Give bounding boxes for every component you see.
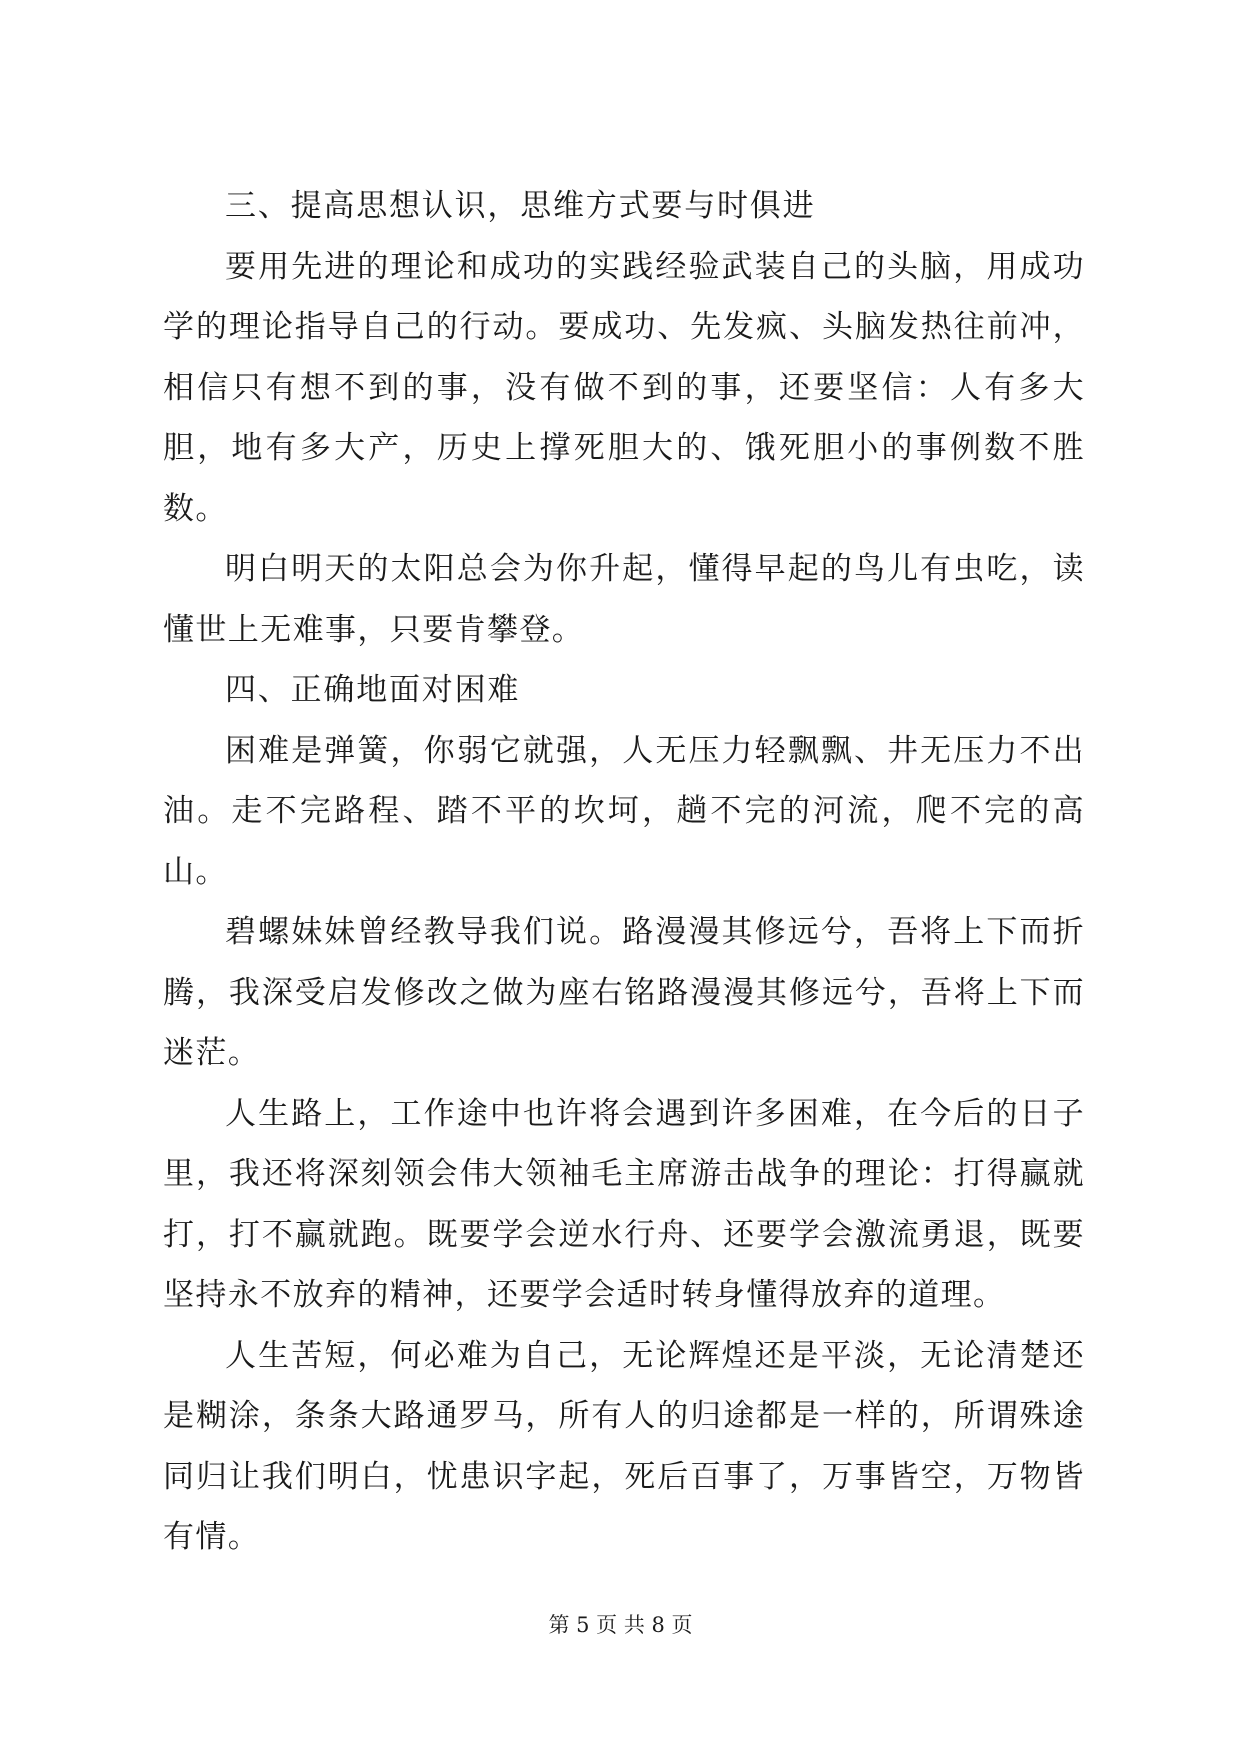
paragraph: 要用先进的理论和成功的实践经验武装自己的头脑，用成功学的理论指导自己的行动。要成功、先发疯、头脑发热往前冲，相信只有想不到的事，没有做不到的事，还要坚信：人有多大胆，地有多大产，历史上撑死胆大的、饿死胆小的事例数不胜数。 (163, 248, 1085, 527)
document-body (163, 176, 1085, 1568)
page-number-footer: 第 5 页 共 8 页 (548, 1613, 693, 1637)
section-heading-4: 四、正确地面对困难 (225, 672, 521, 708)
paragraph: 碧螺妹妹曾经教导我们说。路漫漫其修远兮，吾将上下而折腾，我深受启发修改之做为座右铭路漫漫其修远兮，吾将上下而迷茫。 (163, 914, 1085, 1071)
section-heading-3: 三、提高思想认识，思维方式要与时俱进 (225, 188, 816, 224)
paragraph: 人生路上，工作途中也许将会遇到许多困难，在今后的日子里，我还将深刻领会伟大领袖毛主席游击战争的理论：打得赢就打，打不赢就跑。既要学会逆水行舟、还要学会激流勇退，既要坚持永不放弃的精神，还要学会适时转身懂得放弃的道理。 (163, 1095, 1085, 1313)
paragraph: 明白明天的太阳总会为你升起，懂得早起的鸟儿有虫吃，读懂世上无难事，只要肯攀登。 (163, 551, 1085, 648)
paragraph: 人生苦短，何必难为自己，无论辉煌还是平淡，无论清楚还是糊涂，条条大路通罗马，所有人的归途都是一样的，所谓殊途同归让我们明白，忧患识字起，死后百事了，万事皆空，万物皆有情。 (163, 1337, 1085, 1555)
paragraph: 困难是弹簧，你弱它就强，人无压力轻飘飘、井无压力不出油。走不完路程、踏不平的坎坷，趟不完的河流，爬不完的高山。 (163, 732, 1085, 890)
